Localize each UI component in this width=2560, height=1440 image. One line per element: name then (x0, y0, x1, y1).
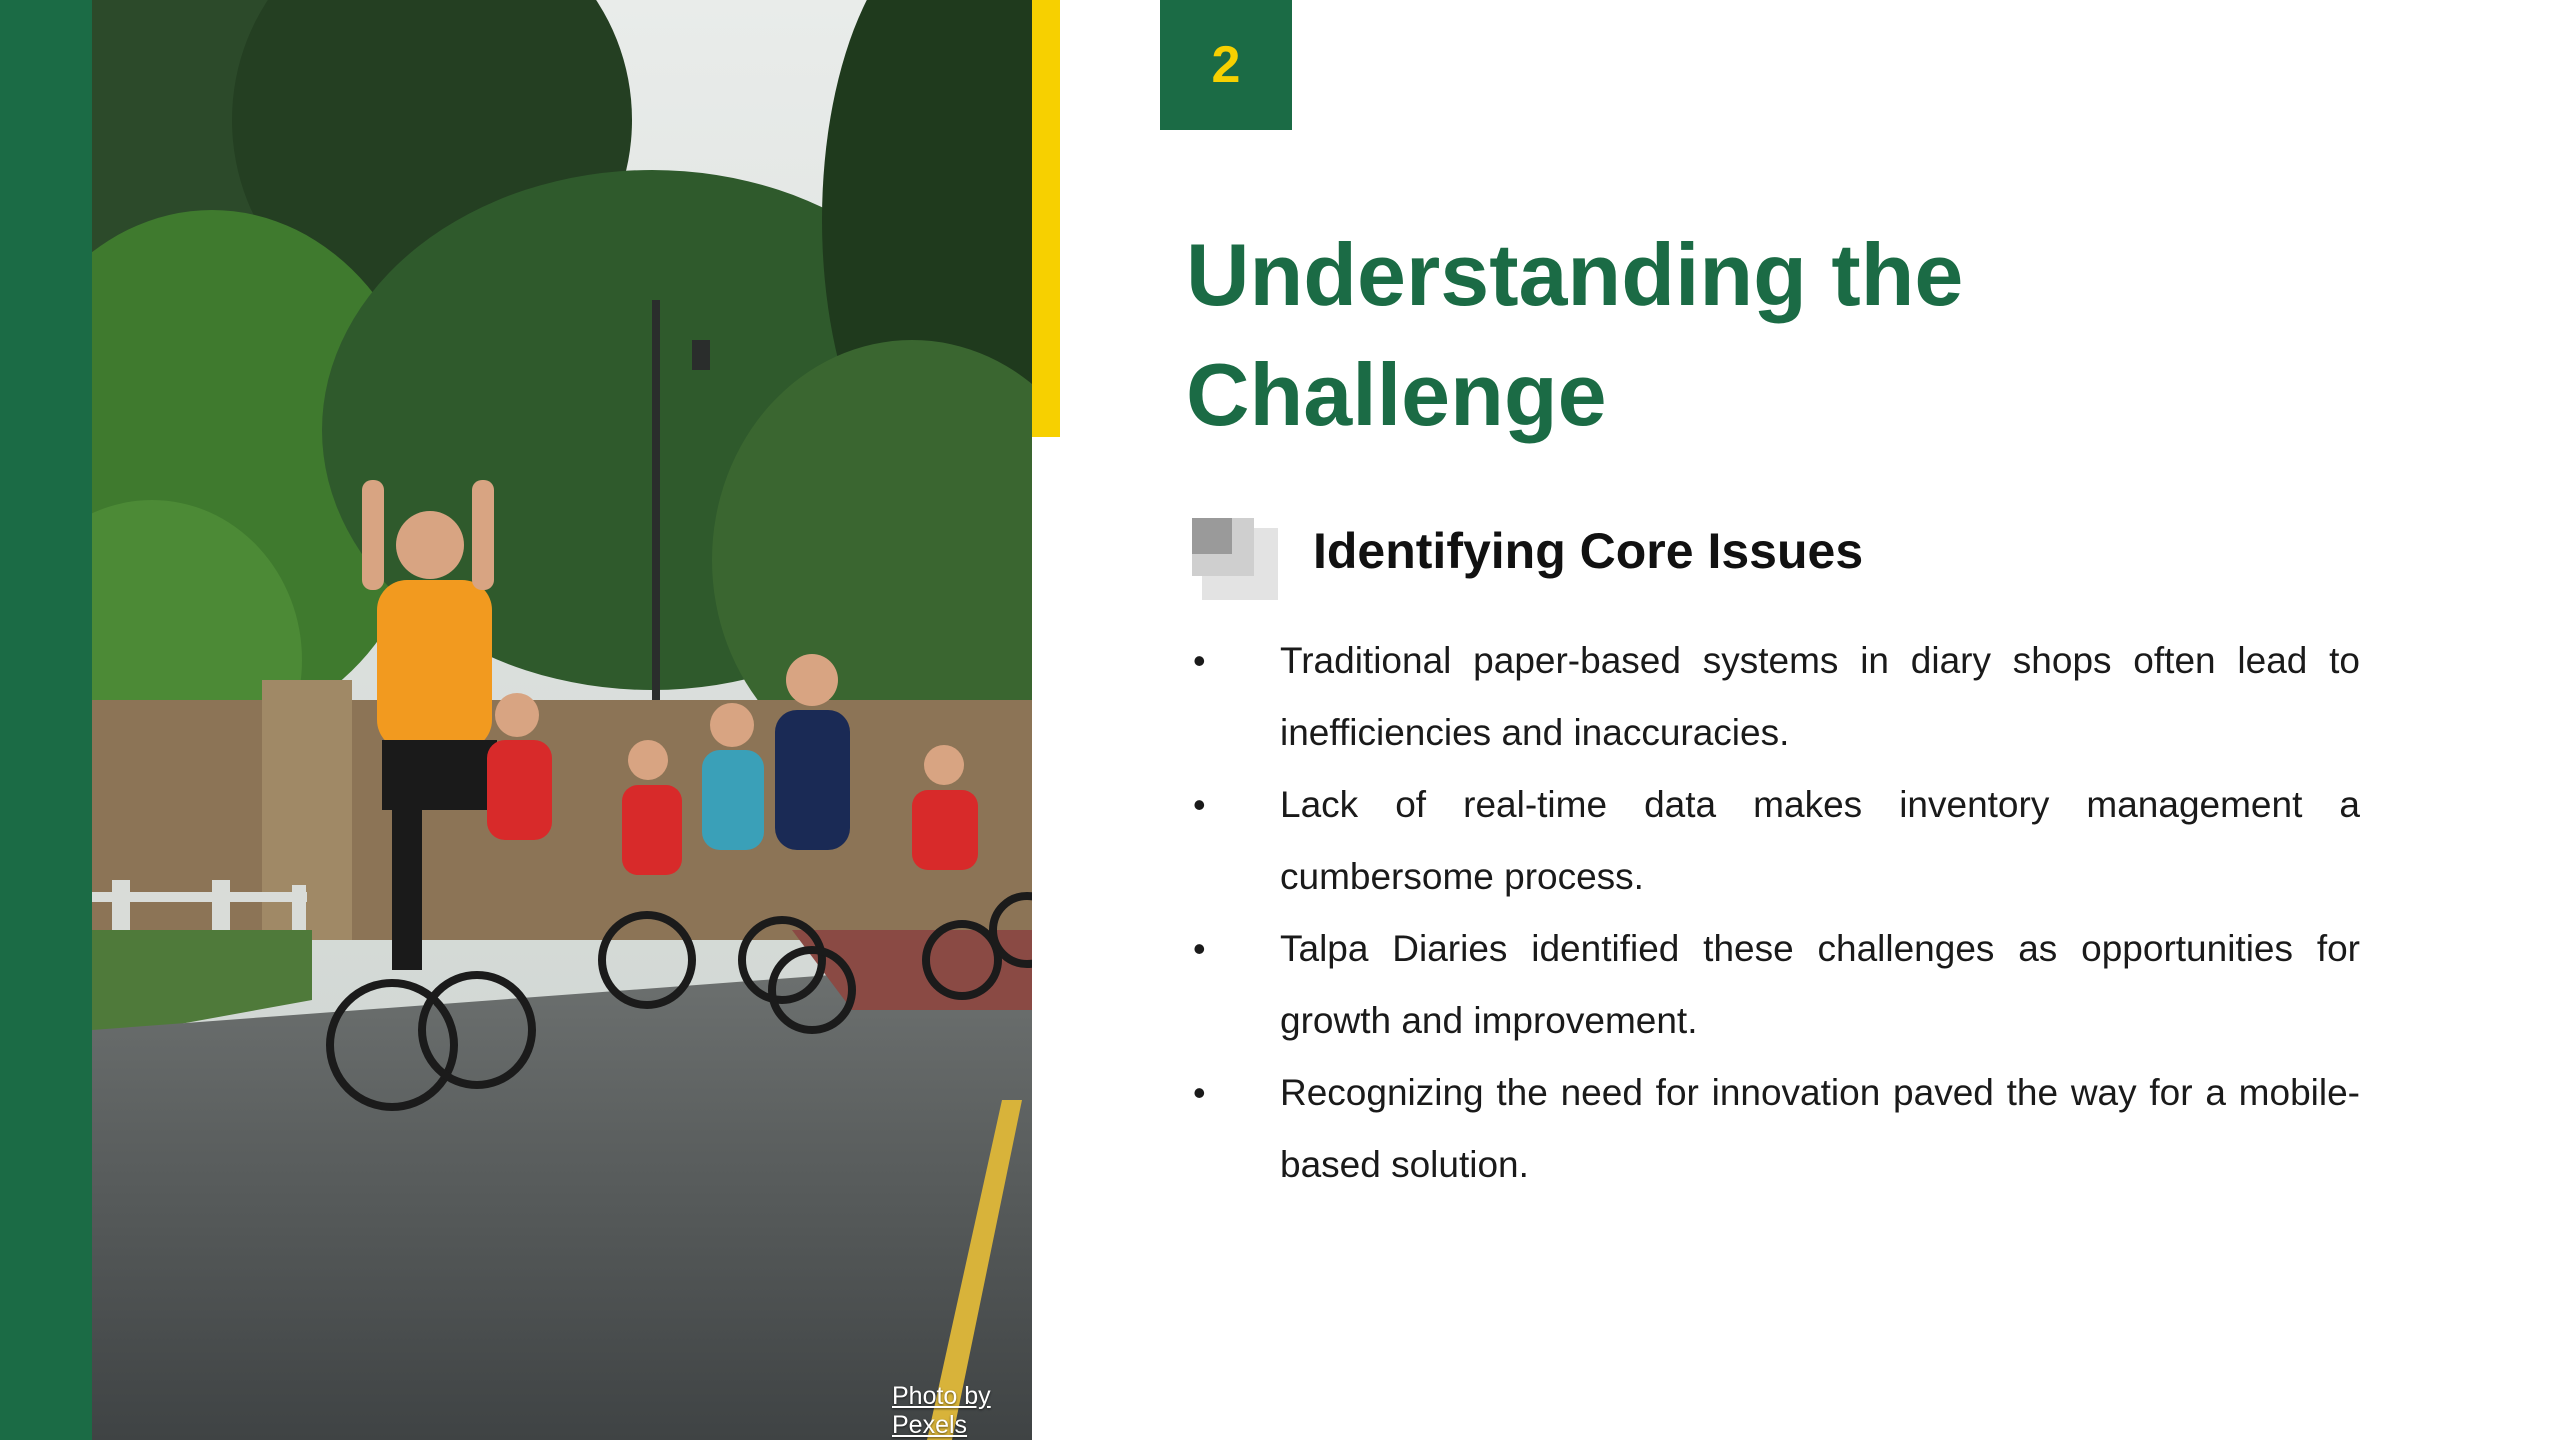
bullet-text: Talpa Diaries identified these challenges as opportunities for growth and improvement. (1280, 928, 2360, 1041)
section-heading: Identifying Core Issues (1313, 523, 1864, 579)
slide-title: Understanding the Challenge (1186, 225, 1964, 444)
bullet-dot: • (1193, 784, 1206, 825)
bullet-text: Lack of real-time data makes inventory management a cumbersome process. (1280, 784, 2360, 897)
cyclists-photo (92, 0, 1032, 1440)
bullet-list (1185, 625, 2360, 1201)
bullet-dot: • (1193, 1072, 1206, 1113)
photo-credit-link[interactable]: Photo by Pexels (892, 1382, 991, 1439)
yellow-accent-bar (1032, 0, 1060, 437)
section-square-icon (1192, 518, 1278, 600)
bullet-item (1185, 1057, 2360, 1201)
bullet-dot: • (1193, 640, 1206, 681)
bullet-item (1185, 913, 2360, 1057)
bullet-text: Recognizing the need for innovation paved the way for a mobile-based solution. (1280, 1072, 2360, 1185)
bullet-dot: • (1193, 928, 1206, 969)
slide-number-badge: 2 (1160, 0, 1292, 130)
bullet-text: Traditional paper-based systems in diary shops often lead to inefficiencies and inaccuracies. (1280, 640, 2360, 753)
bullet-item (1185, 625, 2360, 769)
bullet-item (1185, 769, 2360, 913)
left-green-strip (0, 0, 92, 1440)
